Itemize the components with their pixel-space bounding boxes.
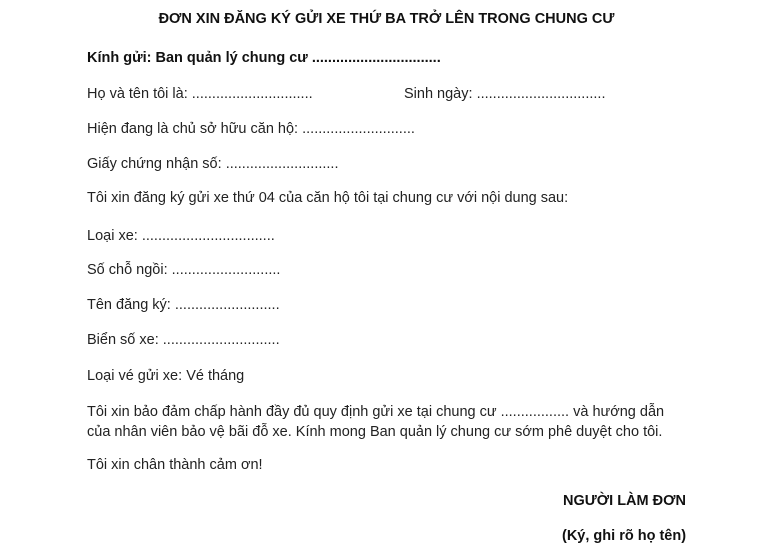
certificate-line xyxy=(87,156,339,172)
plate-blank[interactable]: ............................. xyxy=(162,332,280,348)
recipient-blank[interactable]: ................................ xyxy=(311,50,441,66)
seats-line xyxy=(87,262,280,278)
plate-line xyxy=(87,332,280,348)
full-name-blank[interactable]: .............................. xyxy=(191,86,313,102)
thanks-text: Tôi xin chân thành cảm ơn! xyxy=(87,457,263,473)
birth-date-label: Sinh ngày: xyxy=(404,86,473,102)
apartment-owner-line xyxy=(87,121,415,137)
seats-blank[interactable]: ........................... xyxy=(171,262,281,278)
vehicle-type-line xyxy=(87,228,275,244)
birth-date-line xyxy=(404,86,605,102)
certificate-label: Giấy chứng nhận số: xyxy=(87,156,222,172)
intro-text: Tôi xin đăng ký gửi xe thứ 04 của căn hộ tôi tại chung cư với nội dung sau: xyxy=(87,190,569,206)
registered-name-line xyxy=(87,297,280,313)
vehicle-type-blank[interactable]: ................................. xyxy=(141,228,275,244)
vehicle-type-label: Loại xe: xyxy=(87,228,138,244)
full-name-label: Họ và tên tôi là: xyxy=(87,86,188,102)
ticket-type-value: Vé tháng xyxy=(186,368,245,384)
full-name-line xyxy=(87,86,313,102)
birth-date-blank[interactable]: ................................ xyxy=(476,86,606,102)
seats-label: Số chỗ ngồi: xyxy=(87,262,168,278)
recipient-line xyxy=(87,50,441,66)
registered-name-label: Tên đăng ký: xyxy=(87,297,171,313)
apartment-owner-blank[interactable]: ............................ xyxy=(302,121,415,137)
certificate-blank[interactable]: ............................ xyxy=(225,156,339,172)
commitment-paragraph xyxy=(87,402,697,442)
commitment-text-after: và hướng dẫn xyxy=(573,404,665,420)
signature-note: (Ký, ghi rõ họ tên) xyxy=(562,528,687,544)
signature-heading: NGƯỜI LÀM ĐƠN xyxy=(563,493,686,509)
apartment-owner-label: Hiện đang là chủ sở hữu căn hộ: xyxy=(87,121,299,137)
commitment-line-1 xyxy=(87,402,697,422)
recipient-label: Kính gửi: Ban quản lý chung cư xyxy=(87,50,308,66)
commitment-blank[interactable]: ................. xyxy=(500,404,570,420)
commitment-text-before: Tôi xin bảo đảm chấp hành đầy đủ quy định gửi xe tại chung cư xyxy=(87,404,497,420)
commitment-line-2: của nhân viên bảo vệ bãi đỗ xe. Kính mong Ban quản lý chung cư sớm phê duyệt cho tôi. xyxy=(87,424,663,440)
document-title: ĐƠN XIN ĐĂNG KÝ GỬI XE THỨ BA TRỞ LÊN TRONG CHUNG CƯ xyxy=(158,11,615,27)
plate-label: Biển số xe: xyxy=(87,332,159,348)
ticket-type-line xyxy=(87,368,244,384)
registered-name-blank[interactable]: .......................... xyxy=(174,297,280,313)
ticket-type-label: Loại vé gửi xe: xyxy=(87,368,183,384)
